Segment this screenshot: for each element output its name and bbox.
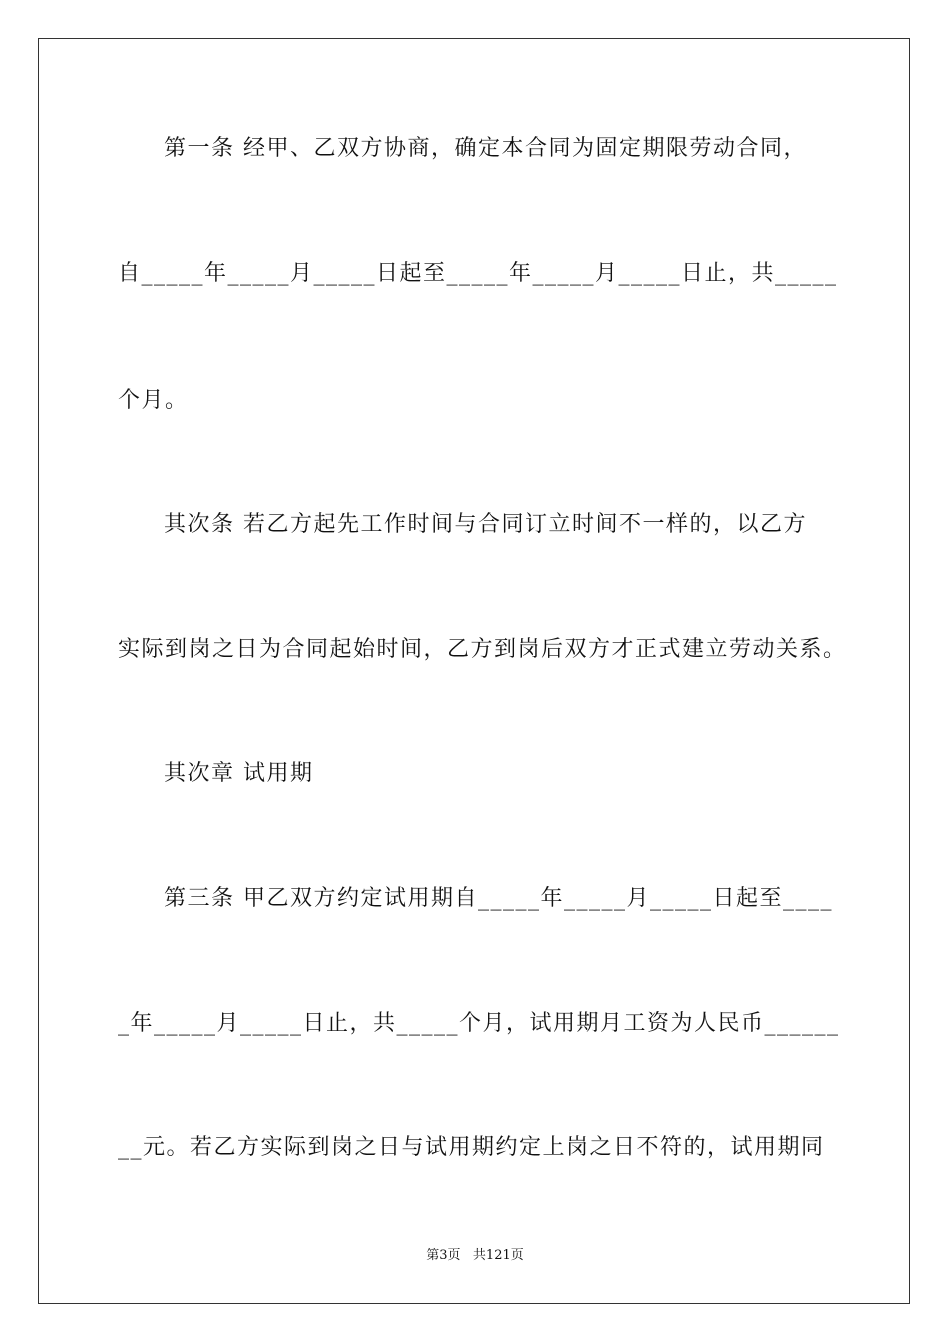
article-2-line-2: 实际到岗之日为合同起始时间，乙方到岗后双方才正式建立劳动关系。	[118, 637, 847, 662]
article-1-line-2: 自_____年_____月_____日起至_____年_____月_____日止，共_____	[118, 261, 838, 286]
page-frame	[38, 38, 910, 1304]
article-3-line-3: __元。若乙方实际到岗之日与试用期约定上岗之日不符的，试用期同	[118, 1135, 825, 1160]
article-1-line-3: 个月。	[118, 388, 189, 413]
chapter-heading: 其次章 试用期	[164, 761, 314, 786]
article-3-line-1: 第三条 甲乙双方约定试用期自_____年_____月_____日起至____	[164, 886, 833, 911]
article-2-line-1: 其次条 若乙方起先工作时间与合同订立时间不一样的，以乙方	[164, 512, 807, 537]
article-3-line-2: _年_____月_____日止，共_____个月，试用期月工资为人民币______	[118, 1011, 840, 1036]
article-1-line-1: 第一条 经甲、乙双方协商，确定本合同为固定期限劳动合同，	[164, 136, 807, 161]
page-footer: 第3页 共121页	[426, 1248, 524, 1263]
